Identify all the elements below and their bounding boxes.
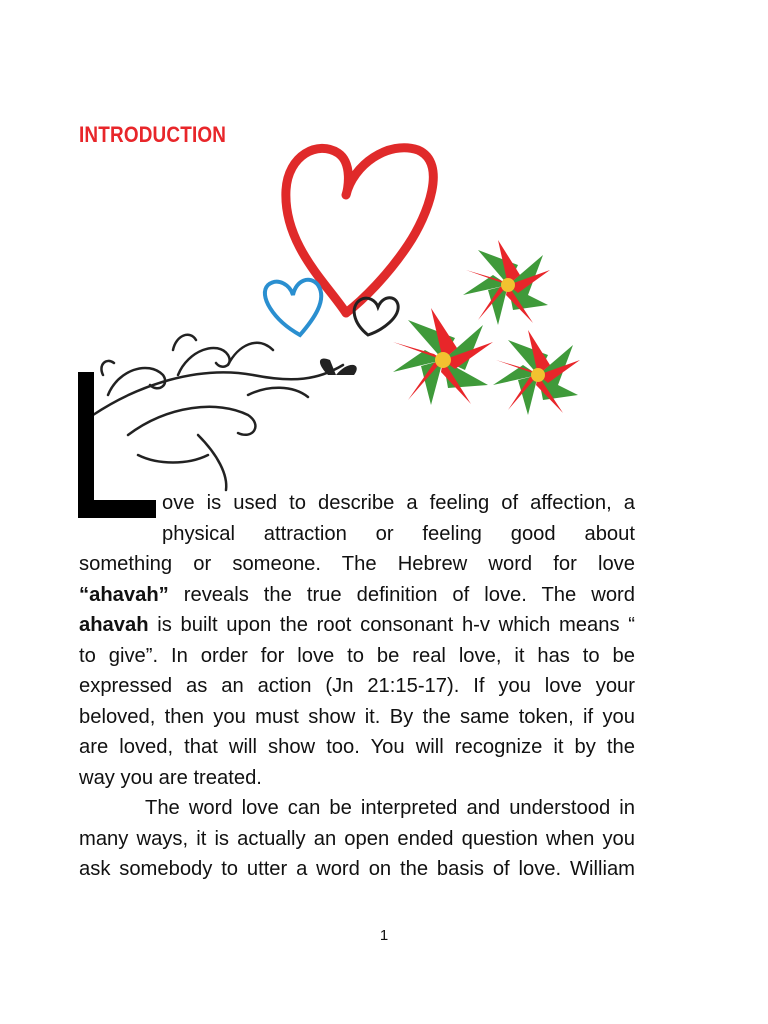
paragraph-2 [79,793,635,885]
drop-cap-letter [78,372,158,520]
text-line: ahavah is built upon the root consonant h-v which means “ [79,614,635,636]
text-line: expressed as an action (Jn 21:15-17). If you love your [79,675,635,697]
ahavah-word: ahavah [79,614,149,636]
blue-heart [265,280,321,335]
text-line: way you are treated. [79,766,262,789]
text-line: many ways, it is actually an open ended question when you [79,827,635,850]
section-heading: INTRODUCTION [79,122,227,147]
text-line: to give”. In order for love to be real love, it has to be [79,644,635,667]
ahavah-quoted: “ahavah” [79,583,169,606]
text-line: are loved, that will show too. You will recognize it by the [79,736,635,758]
heart-outline [286,148,433,313]
text-line: “ahavah” reveals the true definition of love. The word [79,583,635,606]
text-line: physical attraction or feeling good about [162,522,635,545]
text-line: The word love can be interpreted and understood in [145,797,635,819]
text-line: something or someone. The Hebrew word for love [79,553,635,575]
paragraph-1-body [79,549,635,793]
paragraph-1-first-lines [162,488,635,549]
page-number: 1 [379,927,389,944]
text-line: beloved, then you must show it. By the same token, if you [79,705,635,728]
text-line: ask somebody to utter a word on the basis of love. William [79,858,635,880]
text-line: ove is used to describe a feeling of affection, a [162,492,635,514]
poinsettia-flowers [393,240,580,415]
